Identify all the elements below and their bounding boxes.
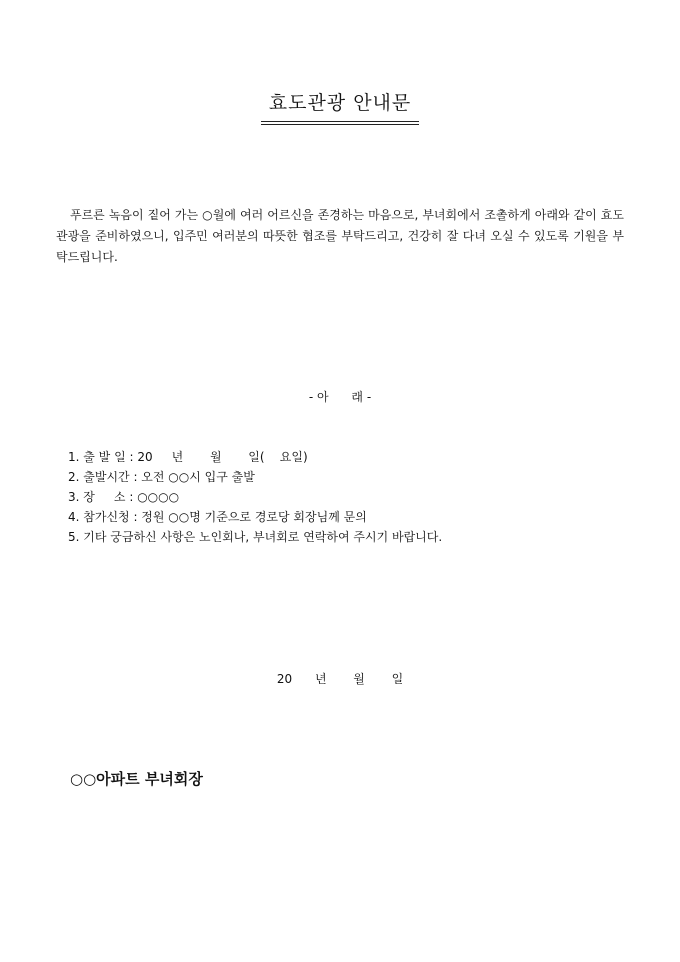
document-title: 효도관광 안내문 <box>261 88 420 125</box>
intro-paragraph: 푸르른 녹음이 짙어 가는 ○월에 여러 어르신을 존경하는 마음으로, 부녀회에서 조촐하게 아래와 같이 효도 관광을 준비하였으니, 입주민 여러분의 따뜻한 협조를 부탁드리고, 건강히 잘 다녀 오실 수 있도록 기원을 부탁드립니다. <box>56 208 624 264</box>
detail-item-other: 5. 기타 궁금하신 사항은 노인회나, 부녀회로 연락하여 주시기 바랍니다. <box>68 530 443 544</box>
detail-item-registration: 4. 참가신청 : 정원 ○○명 기준으로 경로당 회장님께 문의 <box>68 510 367 524</box>
signer-name: ○○아파트 부녀회장 <box>70 770 203 788</box>
title-container <box>0 88 680 125</box>
details-list <box>68 447 628 547</box>
notice-header: - 아 래 - <box>308 390 372 404</box>
document-date: 20 년 월 일 <box>276 672 404 686</box>
detail-item-departure-date: 1. 출 발 일 : 20 년 월 일( 요일) <box>68 450 308 464</box>
detail-item-departure-time: 2. 출발시간 : 오전 ○○시 입구 출발 <box>68 470 255 484</box>
detail-item-place: 3. 장 소 : ○○○○ <box>68 490 180 504</box>
